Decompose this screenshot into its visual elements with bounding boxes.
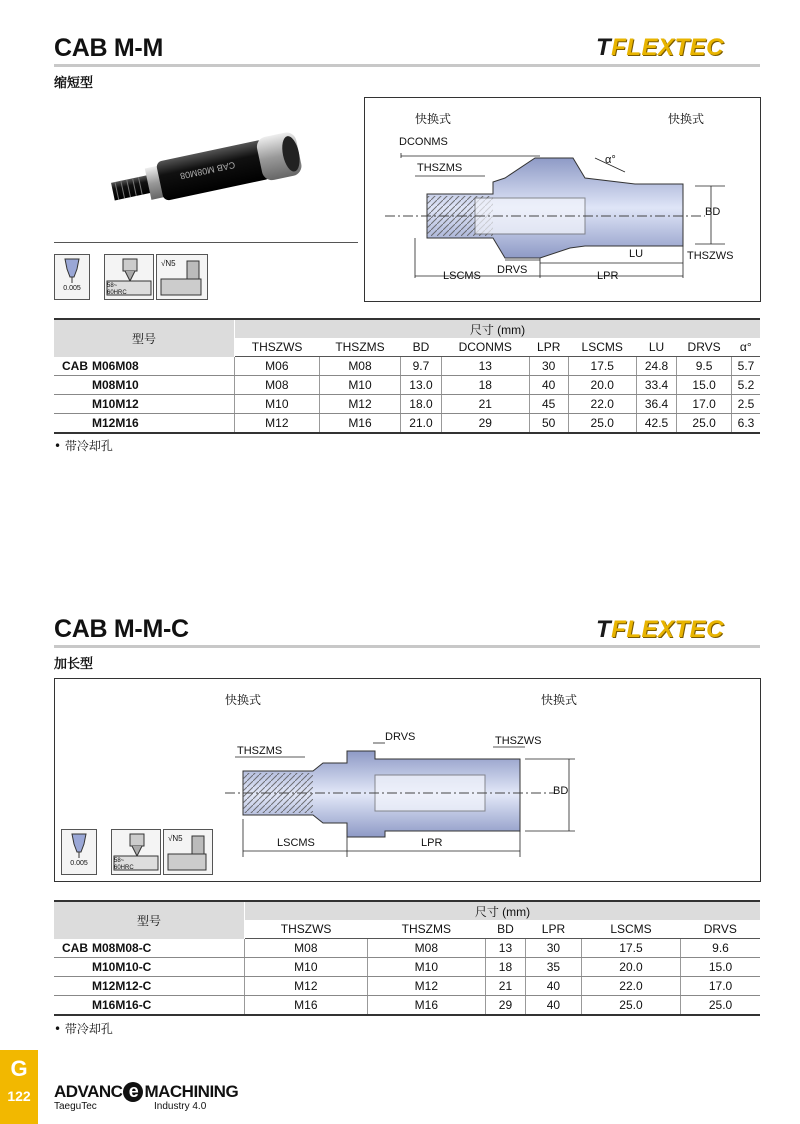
dim-thszms: THSZMS (417, 162, 463, 174)
table-cell: 13 (485, 939, 525, 958)
model-prefix: CAB (62, 358, 88, 373)
dim-lpr: LPR (597, 270, 619, 282)
model-name: M06M08 (92, 358, 139, 373)
table-row (54, 958, 760, 977)
dim-lu: LU (629, 248, 644, 260)
svg-text:CAB M08M08: CAB M08M08 (179, 159, 237, 182)
dim-dconms: DCONMS (399, 136, 448, 148)
hardness-icon (111, 829, 161, 875)
model-cell (54, 414, 235, 434)
table-cell: 45 (529, 395, 568, 414)
table-cell: 20.0 (568, 376, 636, 395)
table-cell: 25.0 (681, 996, 760, 1016)
tflextec-logo: TFLEXTEC (596, 34, 725, 61)
col-header: DRVS (681, 920, 760, 939)
col-header: THSZWS (235, 338, 320, 357)
table-cell: 18 (441, 376, 529, 395)
col-header: THSZMS (319, 338, 401, 357)
hardness-icon (104, 254, 154, 300)
table-cell: M10 (367, 958, 485, 977)
table-cell: 13 (441, 357, 529, 376)
surface-finish-icon (163, 829, 213, 875)
table-row (54, 977, 760, 996)
dim-thszws: THSZWS (687, 250, 734, 262)
hardness-value: 58~ 60HRC (107, 283, 127, 296)
brand-sub-left: TaeguTec (54, 1101, 97, 1112)
table-cell: 40 (525, 996, 581, 1016)
table-cell: M12 (319, 395, 401, 414)
section1-subtitle: 缩短型 (54, 76, 94, 91)
table-cell: 17.0 (681, 977, 760, 996)
section2-note: • 带冷却孔 (54, 1022, 113, 1036)
dim-lscms: LSCMS (443, 270, 481, 282)
table-cell: 25.0 (581, 996, 680, 1016)
col-header: DCONMS (441, 338, 529, 357)
table-row (54, 414, 760, 434)
dim-thszws: THSZWS (495, 735, 542, 747)
table-cell: M12 (235, 414, 320, 434)
dim-drvs: DRVS (497, 264, 528, 276)
table-cell: 17.5 (581, 939, 680, 958)
model-name: M10M12 (92, 397, 139, 411)
table-cell: 33.4 (636, 376, 676, 395)
section1-title: CAB M-M (54, 34, 163, 62)
diagram1-left-label: 快换式 (415, 112, 452, 126)
table-cell: M12 (367, 977, 485, 996)
table-cell: 17.5 (568, 357, 636, 376)
diagram1-box (364, 97, 761, 302)
tflextec-logo: TFLEXTEC (596, 616, 725, 643)
table-cell: M06 (235, 357, 320, 376)
table-cell: 25.0 (677, 414, 732, 434)
product-photo (100, 128, 310, 208)
surface-finish-icon (156, 254, 208, 300)
section1-rule (54, 64, 760, 67)
table-cell: 35 (525, 958, 581, 977)
table-cell: M16 (319, 414, 401, 434)
model-name: M10M10-C (92, 960, 152, 974)
table-cell: M16 (245, 996, 368, 1016)
table-cell: 18 (485, 958, 525, 977)
table-cell: 5.7 (732, 357, 761, 376)
model-prefix: CAB (62, 940, 88, 955)
table-cell: M10 (235, 395, 320, 414)
section2-rule (54, 645, 760, 648)
diagram1-drawing (365, 98, 760, 301)
section2-subtitle: 加长型 (54, 657, 94, 672)
dim-header: 尺寸 (mm) (245, 901, 761, 920)
model-cell (54, 395, 235, 414)
table-cell: 2.5 (732, 395, 761, 414)
table-cell: 40 (529, 376, 568, 395)
tolerance-icon (54, 254, 90, 300)
model-name: M12M12-C (92, 979, 152, 993)
tolerance-value: 0.005 (70, 860, 88, 867)
table-cell: M08 (367, 939, 485, 958)
finish-value: √N5 (161, 259, 176, 268)
table-cell: 40 (525, 977, 581, 996)
table-cell: 17.0 (677, 395, 732, 414)
table-cell: 21 (485, 977, 525, 996)
table-cell: M08 (245, 939, 368, 958)
table-cell: M10 (245, 958, 368, 977)
model-header: 型号 (54, 319, 235, 357)
section1-note: • 带冷却孔 (54, 439, 113, 453)
table-cell: 15.0 (677, 376, 732, 395)
table-row (54, 939, 760, 958)
diagram2-left-label: 快换式 (225, 693, 262, 707)
tab-letter: G (10, 1056, 28, 1081)
dim-thszms: THSZMS (237, 745, 283, 757)
table-cell: 21 (441, 395, 529, 414)
dim-header: 尺寸 (mm) (235, 319, 761, 338)
model-header: 型号 (54, 901, 245, 939)
table-cell: 25.0 (568, 414, 636, 434)
table-cell: 9.5 (677, 357, 732, 376)
col-header: DRVS (677, 338, 732, 357)
col-header: LSCMS (568, 338, 636, 357)
table-row (54, 376, 760, 395)
tolerance-value: 0.005 (63, 285, 81, 292)
table-cell: 50 (529, 414, 568, 434)
table-cell: 22.0 (568, 395, 636, 414)
diagram2-right-label: 快换式 (541, 693, 578, 707)
page-number: 122 (7, 1088, 31, 1104)
col-header: BD (485, 920, 525, 939)
dim-lscms: LSCMS (277, 837, 315, 849)
table-cell: 18.0 (401, 395, 441, 414)
col-header: LSCMS (581, 920, 680, 939)
table-cell: 30 (525, 939, 581, 958)
table-cell: 21.0 (401, 414, 441, 434)
table-cell: M08 (319, 357, 401, 376)
dim-lpr: LPR (421, 837, 443, 849)
col-header: LU (636, 338, 676, 357)
col-header: LPR (525, 920, 581, 939)
model-cell (54, 357, 235, 376)
table-cell: 13.0 (401, 376, 441, 395)
dim-alpha: α° (605, 154, 616, 166)
brand-sub-right: Industry 4.0 (154, 1101, 207, 1112)
table-cell: M10 (319, 376, 401, 395)
col-header: THSZMS (367, 920, 485, 939)
col-header: BD (401, 338, 441, 357)
model-cell (54, 958, 245, 977)
spec-table-2 (54, 900, 760, 1016)
finish-value: √N5 (168, 834, 183, 843)
diagram2-box (54, 678, 761, 882)
table-cell: 9.7 (401, 357, 441, 376)
dim-drvs: DRVS (385, 731, 416, 743)
table-cell: 20.0 (581, 958, 680, 977)
table-cell: 30 (529, 357, 568, 376)
col-header: α° (732, 338, 761, 357)
col-header: THSZWS (245, 920, 368, 939)
col-header: LPR (529, 338, 568, 357)
diagram1-right-label: 快换式 (668, 112, 705, 126)
table-cell: M12 (245, 977, 368, 996)
table-cell: 9.6 (681, 939, 760, 958)
model-cell (54, 977, 245, 996)
hardness-value: 58~ 60HRC (114, 858, 134, 871)
model-name: M08M08-C (92, 940, 152, 955)
table-cell: 15.0 (681, 958, 760, 977)
spec-table-1 (54, 318, 760, 434)
model-cell (54, 996, 245, 1016)
table-cell: 24.8 (636, 357, 676, 376)
table-row (54, 357, 760, 376)
photo-divider (54, 242, 358, 243)
dim-bd: BD (705, 206, 721, 218)
advance-machining-logo: ADVANC e MACHINING (54, 1081, 239, 1101)
model-name: M08M10 (92, 378, 139, 392)
dim-bd: BD (553, 785, 569, 797)
table-cell: 22.0 (581, 977, 680, 996)
table-cell: M16 (367, 996, 485, 1016)
tolerance-icon (61, 829, 97, 875)
table-cell: M08 (235, 376, 320, 395)
section2-title: CAB M-M-C (54, 615, 189, 643)
table-cell: 36.4 (636, 395, 676, 414)
page-tab (0, 1050, 38, 1124)
table-cell: 5.2 (732, 376, 761, 395)
model-cell (54, 376, 235, 395)
table-row (54, 395, 760, 414)
table-row (54, 996, 760, 1016)
model-cell (54, 939, 245, 958)
model-name: M16M16-C (92, 998, 152, 1012)
table-cell: 42.5 (636, 414, 676, 434)
table-cell: 6.3 (732, 414, 761, 434)
table-cell: 29 (441, 414, 529, 434)
model-name: M12M16 (92, 416, 139, 430)
table-cell: 29 (485, 996, 525, 1016)
